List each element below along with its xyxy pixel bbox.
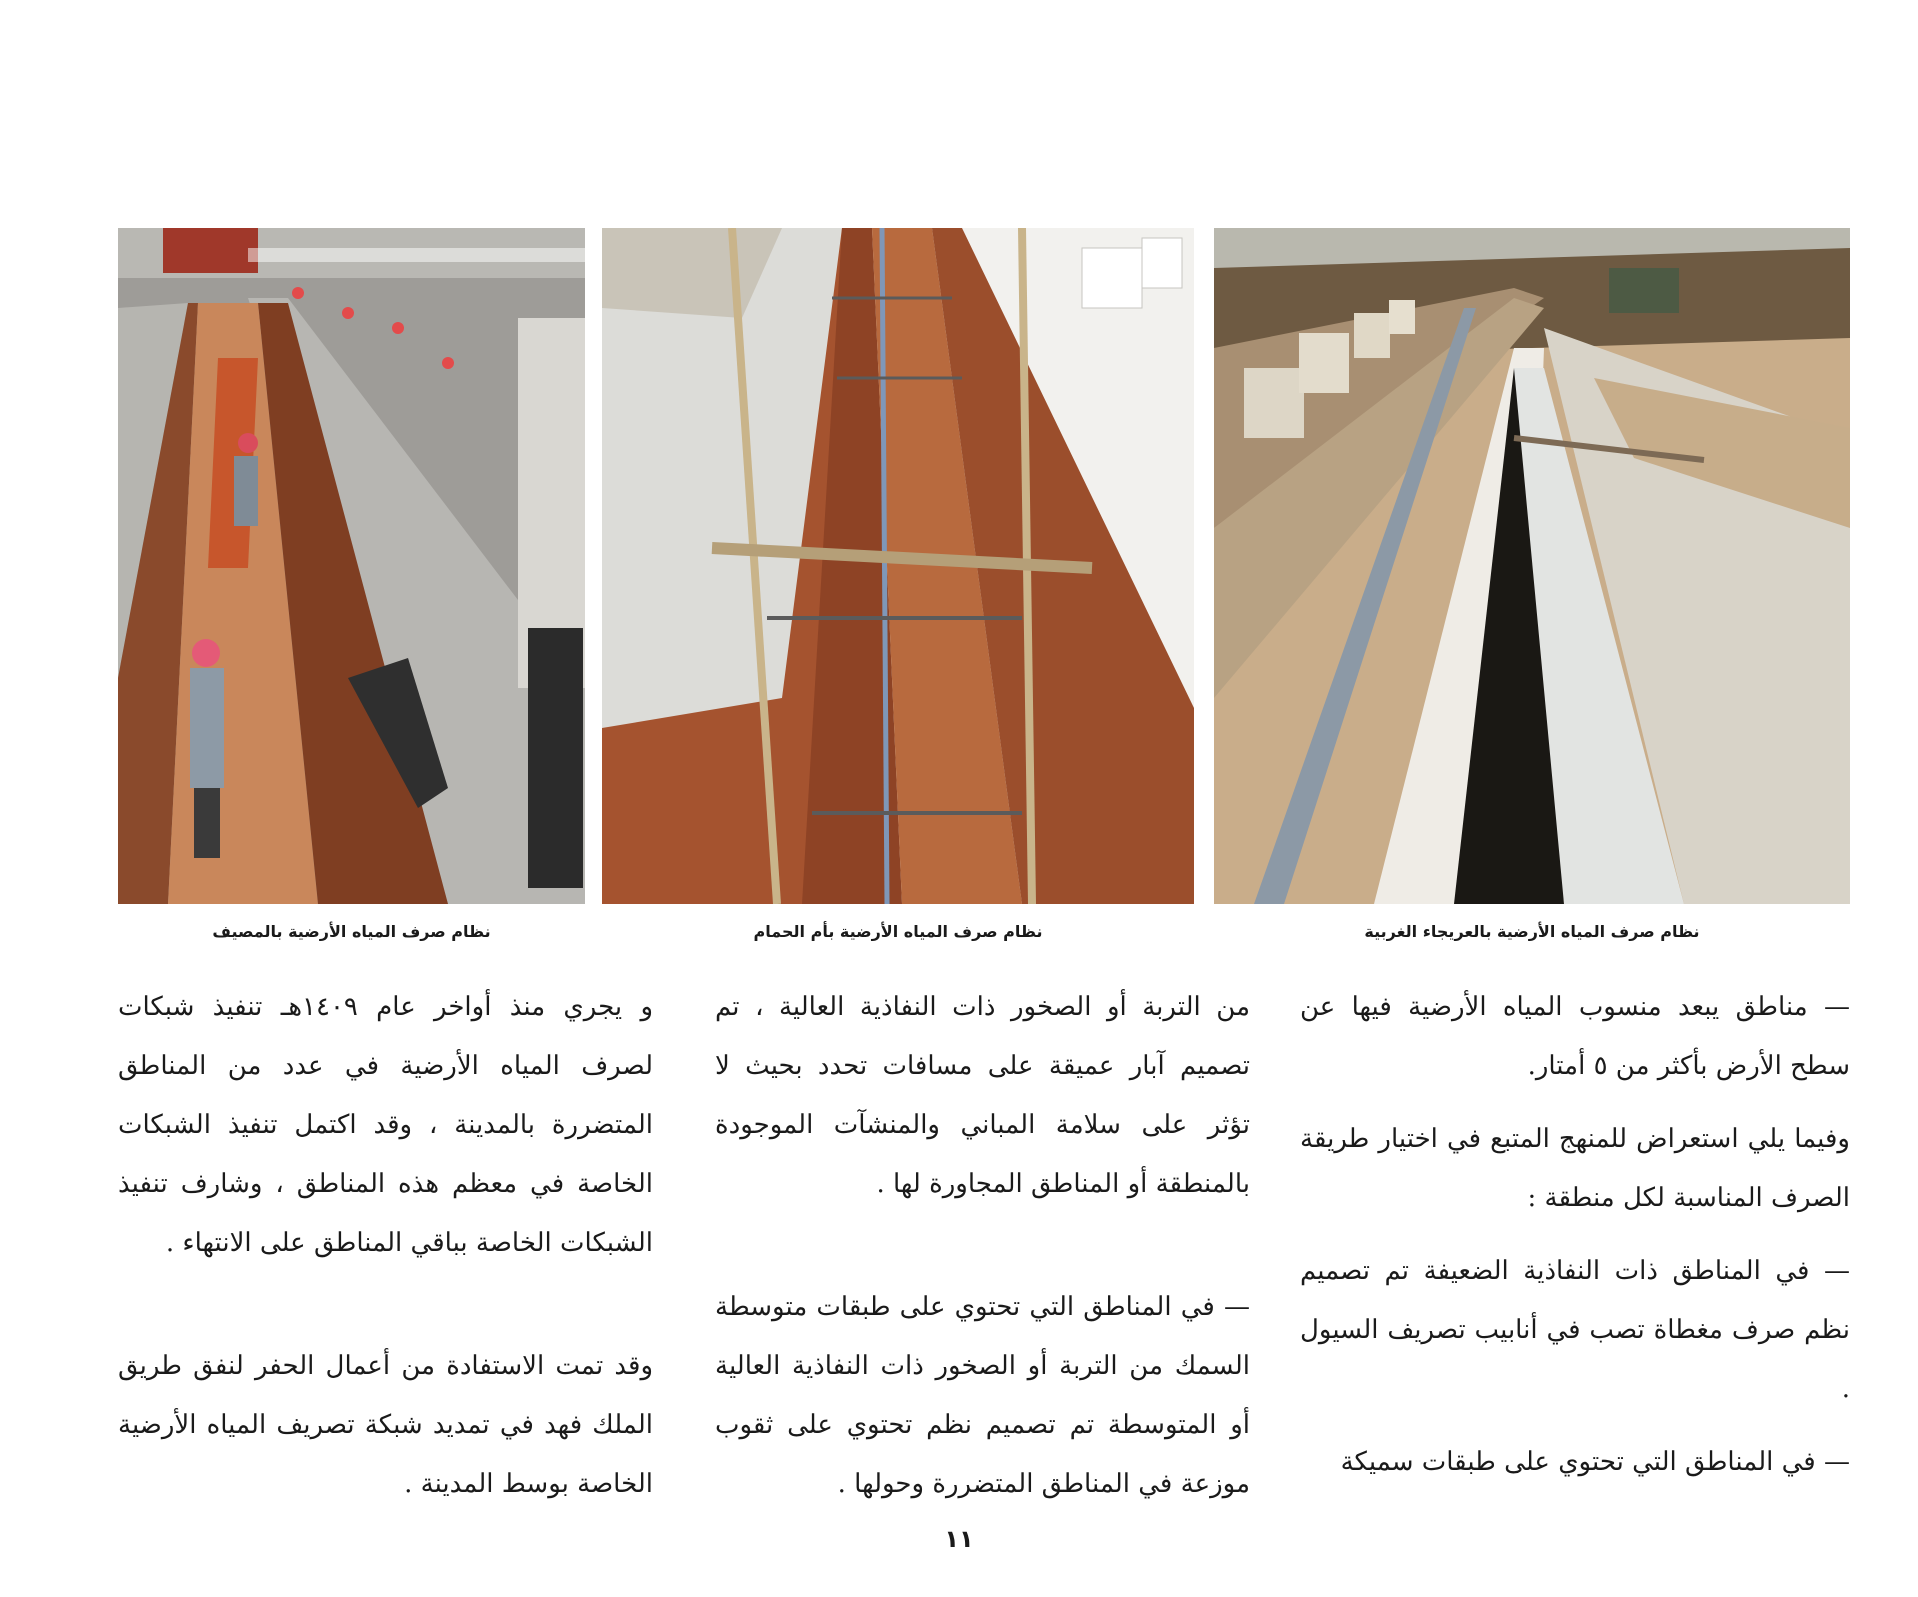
trench-photo-image [602,228,1194,904]
trench-photo-image [1214,228,1850,904]
paragraph: — في المناطق ذات النفاذية الضعيفة تم تصميم نظم صرف مغطاة تصب في أنابيب تصريف السيول . [1300,1256,1850,1404]
photo-caption-masif: نظام صرف المياه الأرضية بالمصيف [212,922,491,941]
trench-photo-image [118,228,585,904]
photo-caption-umm-alhamam: نظام صرف المياه الأرضية بأم الحمام [753,922,1043,941]
text-column-center [715,978,1250,1514]
photo-trench-masif [118,228,585,904]
paragraph: — مناطق يبعد منسوب المياه الأرضية فيها عن سطح الأرض بأكثر من ٥ أمتار. [1300,992,1850,1081]
paragraph: وفيما يلي استعراض للمنهج المتبع في اختيار طريقة الصرف المناسبة لكل منطقة : [1300,1124,1850,1213]
paragraph: و يجري منذ أواخر عام ١٤٠٩هـ تنفيذ شبكات لصرف المياه الأرضية في عدد من المناطق المتضررة بالمدينة ، وقد اكتمل تنفيذ الشبكات الخاصة في معظم هذه المناطق ، وشارف تنفيذ الشبكات الخاصة بباقي المناطق على الانتهاء . [118,992,653,1258]
text-column-right [1300,978,1850,1492]
photo-trench-umm-alhamam [602,228,1194,904]
paragraph: — في المناطق التي تحتوي على طبقات سميكة [1340,1447,1850,1477]
photo-trench-urayja [1214,228,1850,904]
page-number: ١١ [944,1525,974,1553]
paragraph: وقد تمت الاستفادة من أعمال الحفر لنفق طريق الملك فهد في تمديد شبكة تصريف المياه الأرضية الخاصة بوسط المدينة . [118,1351,653,1499]
paragraph: من التربة أو الصخور ذات النفاذية العالية ، تم تصميم آبار عميقة على مسافات تحدد بحيث لا تؤثر على سلامة المباني والمنشآت الموجودة بالمنطقة أو المناطق المجاورة لها . [715,992,1250,1199]
text-column-left [118,978,653,1514]
paragraph: — في المناطق التي تحتوي على طبقات متوسطة السمك من التربة أو الصخور ذات النفاذية العالية أو المتوسطة تم تصميم نظم تحتوي على ثقوب موزعة في المناطق المتضررة وحولها . [715,1292,1250,1499]
photo-caption-urayja: نظام صرف المياه الأرضية بالعريجاء الغربية [1364,922,1700,941]
